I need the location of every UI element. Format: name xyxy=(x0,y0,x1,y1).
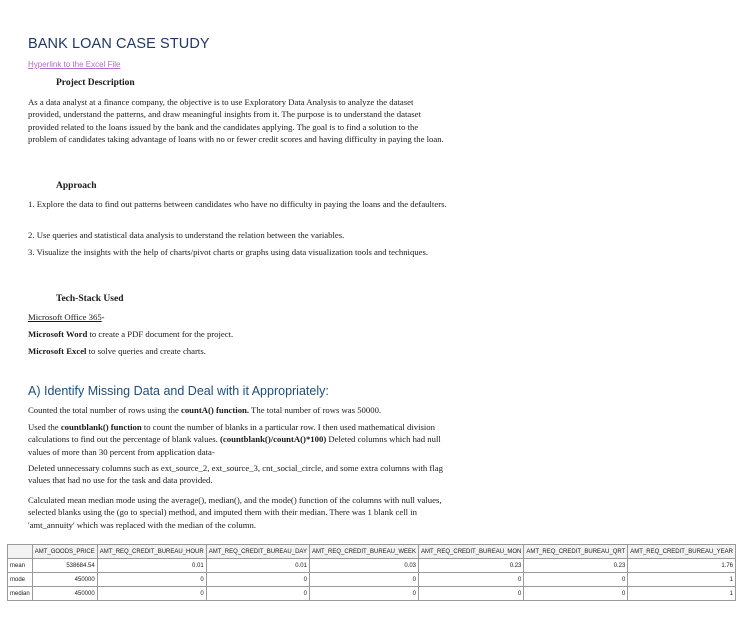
table-cell: 0 xyxy=(419,587,524,601)
table-cell: 0 xyxy=(206,587,309,601)
countA-function-label: countA() function. xyxy=(180,405,250,415)
tech-stack-heading: Tech-Stack Used xyxy=(56,294,124,304)
table-row xyxy=(8,559,736,573)
table-header-cell: AMT_REQ_CREDIT_BUREAU_YEAR xyxy=(628,545,736,559)
word-description: to create a PDF document for the project. xyxy=(87,329,234,339)
countblank-text-2: to count the number of blanks in a particular row. I then used mathematical division calculations to find out the percentage of blank values. xyxy=(28,422,435,445)
table-cell: 1 xyxy=(628,587,736,601)
table-cell: 0.03 xyxy=(309,559,418,573)
table-row xyxy=(8,573,736,587)
table-cell: 0.01 xyxy=(97,559,206,573)
table-cell: 0.01 xyxy=(206,559,309,573)
table-cell: 0 xyxy=(309,573,418,587)
row-label-cell: mode xyxy=(8,573,33,587)
project-description-heading: Project Description xyxy=(56,78,135,88)
project-description-text: As a data analyst at a finance company, the objective is to use Exploratory Data Analysis to analyze the dataset provided, understand the patterns, and draw meaningful insights from it. The purpose is to understand the dataset provided related to the loans issued by the bank and the candidates applying. The goal is to find a solution to the problem of candidates taking advantage of loans with no or fewer credit scores and having difficulty in paying the loan. xyxy=(28,97,444,145)
approach-heading: Approach xyxy=(56,181,97,191)
table-cell: 0 xyxy=(309,587,418,601)
table-header-cell: AMT_REQ_CREDIT_BUREAU_QRT xyxy=(524,545,628,559)
table-cell: 0 xyxy=(206,573,309,587)
table-cell: 0 xyxy=(524,587,628,601)
excel-description: to solve queries and create charts. xyxy=(86,346,206,356)
table-cell: 0.23 xyxy=(524,559,628,573)
table-header-cell: AMT_GOODS_PRICE xyxy=(32,545,97,559)
excel-file-hyperlink[interactable]: Hyperlink to the Excel File xyxy=(28,60,121,69)
table-header-cell: AMT_REQ_CREDIT_BUREAU_HOUR xyxy=(97,545,206,559)
row-label-cell: median xyxy=(8,587,33,601)
table-cell: 0 xyxy=(524,573,628,587)
approach-item-3: 3. Visualize the insights with the help of charts/pivot charts or graphs using data visualization tools and techniques. xyxy=(28,247,429,257)
office-suffix: - xyxy=(101,312,105,322)
table-row xyxy=(8,587,736,601)
excel-label: Microsoft Excel xyxy=(28,346,87,356)
table-cell: 538684.54 xyxy=(32,559,97,573)
countblank-paragraph xyxy=(28,421,448,458)
countblank-formula: (countblank()/countA()*100) xyxy=(220,434,327,445)
table-cell: 450000 xyxy=(32,573,97,587)
table-cell: 450000 xyxy=(32,587,97,601)
countA-text-1: Counted the total number of rows using the xyxy=(28,405,181,415)
table-header-cell: AMT_REQ_CREDIT_BUREAU_MON xyxy=(419,545,524,559)
countblank-text-1: Used the xyxy=(28,422,61,432)
tech-stack-office xyxy=(28,311,448,323)
table-header-cell: AMT_REQ_CREDIT_BUREAU_DAY xyxy=(206,545,309,559)
tech-stack-word xyxy=(28,328,448,340)
countblank-text-3: Deleted columns which had null values of more than 30 percent from application data- xyxy=(28,434,441,457)
countblank-function-label: countblank() function xyxy=(60,422,142,432)
word-label: Microsoft Word xyxy=(28,329,88,339)
approach-item-2: 2. Use queries and statistical data analysis to understand the relation between the variables. xyxy=(28,230,345,240)
countA-text-2: The total number of rows was 50000. xyxy=(249,405,382,415)
imputation-paragraph: Calculated mean median mode using the average(), median(), and the mode() function of the columns with null values, selected blanks using the (go to special) method, and imputed them with their median. There was 1 blank cell in 'amt_annuity' which was replaced with the median of the column. xyxy=(28,495,442,530)
document-title: BANK LOAN CASE STUDY xyxy=(28,36,210,52)
countA-paragraph xyxy=(28,404,448,416)
table-header-cell xyxy=(8,545,33,559)
office-365-label: Microsoft Office 365 xyxy=(28,312,102,322)
tech-stack-excel xyxy=(28,345,448,357)
approach-item-1: 1. Explore the data to find out patterns between candidates who have no difficulty in paying the loans and the defaulters. xyxy=(28,199,447,209)
table-header-cell: AMT_REQ_CREDIT_BUREAU_WEEK xyxy=(309,545,418,559)
deleted-columns-paragraph: Deleted unnecessary columns such as ext_source_2, ext_source_3, cnt_social_circle, and some extra columns with flag values that had no use for the task and data provided. xyxy=(28,463,443,486)
row-label-cell: mean xyxy=(8,559,33,573)
table-header-row xyxy=(8,545,736,559)
statistics-table xyxy=(7,544,736,601)
table-cell: 1.76 xyxy=(628,559,736,573)
table-cell: 0 xyxy=(97,587,206,601)
table-cell: 1 xyxy=(628,573,736,587)
table-cell: 0.23 xyxy=(419,559,524,573)
table-cell: 0 xyxy=(419,573,524,587)
section-a-heading: A) Identify Missing Data and Deal with it Appropriately: xyxy=(28,384,329,398)
table-cell: 0 xyxy=(97,573,206,587)
